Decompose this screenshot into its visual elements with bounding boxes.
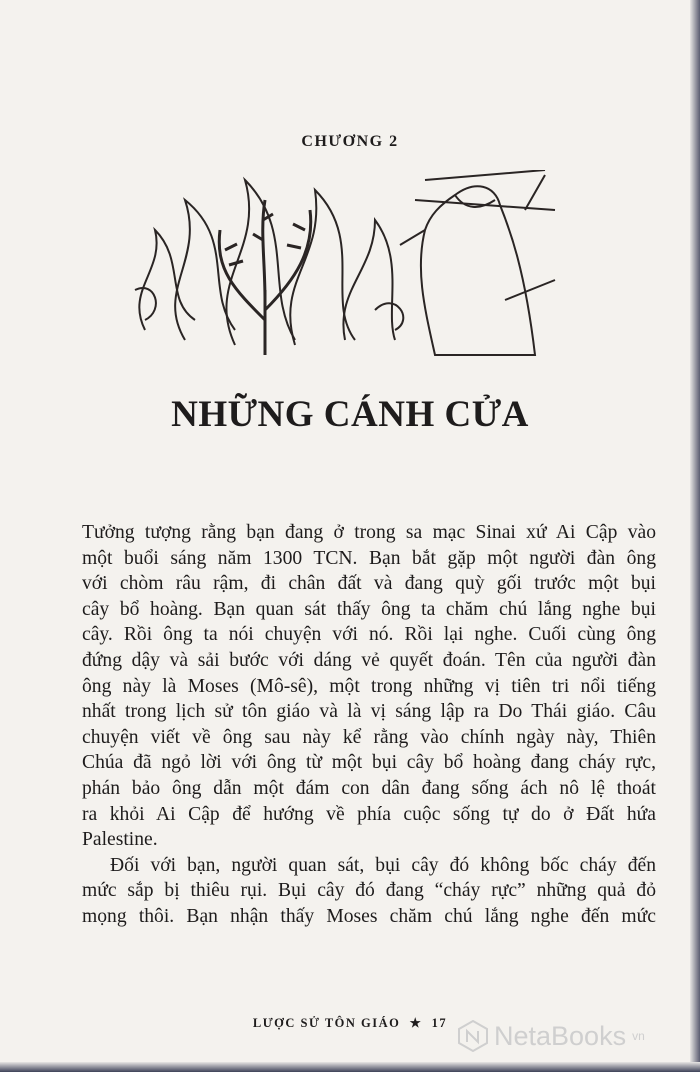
page-edge-bottom	[0, 1062, 700, 1072]
page-number: 17	[431, 1016, 448, 1030]
netabooks-logo-icon	[458, 1020, 488, 1052]
page-edge-right	[690, 0, 700, 1072]
text-line: Tưởng tượng rằng bạn đang ở trong sa mạc Sinai xứ Ai Cập vào	[82, 522, 656, 543]
flames-icon	[135, 180, 403, 345]
moses-figure-icon	[400, 170, 555, 355]
text-line: phán bảo ông dẫn một đám con dân đang sống ách nô lệ thoát	[82, 777, 656, 799]
text-line: Palestine.	[82, 829, 158, 851]
text-line: với chòm râu rậm, đi chân đất và đang quỳ gối trước một bụi	[82, 573, 656, 595]
text-line: mức sắp bị thiêu rụi. Bụi cây đó đang “cháy rực” những quả đỏ	[82, 880, 656, 902]
burning-bush-illustration	[125, 170, 565, 360]
watermark	[458, 1020, 645, 1052]
text-line: ông này là Moses (Mô-sê), một trong những vị tiên tri nổi tiếng	[82, 675, 656, 697]
text-line: nhất trong lịch sử tôn giáo và là vị sáng lập ra Do Thái giáo. Câu	[82, 701, 656, 723]
text-line: chuyện viết về ông sau này kể rằng vào chính ngày này, Thiên	[82, 726, 656, 748]
text-line: cây bổ hoàng. Bạn quan sát thấy ông ta chăm chú lắng nghe bụi	[82, 598, 656, 620]
chapter-label: CHƯƠNG 2	[301, 133, 399, 150]
text-line: Đối với bạn, người quan sát, bụi cây đó không bốc cháy đến	[110, 854, 656, 876]
text-line: ra khỏi Ai Cập để hướng về phía cuộc sống tự do ở Đất hứa	[82, 803, 656, 825]
watermark-suffix: vn	[632, 1029, 645, 1043]
star-icon: ★	[409, 1016, 423, 1030]
text-line: Chúa đã ngỏ lời với ông từ một bụi cây bổ hoàng đang cháy rực,	[82, 752, 656, 774]
watermark-brand: NetaBooks	[494, 1020, 627, 1051]
chapter-title: NHỮNG CÁNH CỬA	[171, 394, 529, 435]
text-line: cây. Rồi ông ta nói chuyện với nó. Rồi lại nghe. Cuối cùng ông	[82, 624, 656, 646]
body-text	[82, 520, 656, 930]
text-line: một buổi sáng năm 1300 TCN. Bạn bắt gặp một người đàn ông	[82, 547, 656, 569]
text-line: đứng dậy và sải bước với dáng vẻ quyết đoán. Tên của người đàn	[82, 649, 656, 671]
text-line: mọng thôi. Bạn nhận thấy Moses chăm chú lắng nghe đến mức	[82, 905, 656, 927]
footer-book-title: LƯỢC SỬ TÔN GIÁO	[252, 1016, 401, 1030]
